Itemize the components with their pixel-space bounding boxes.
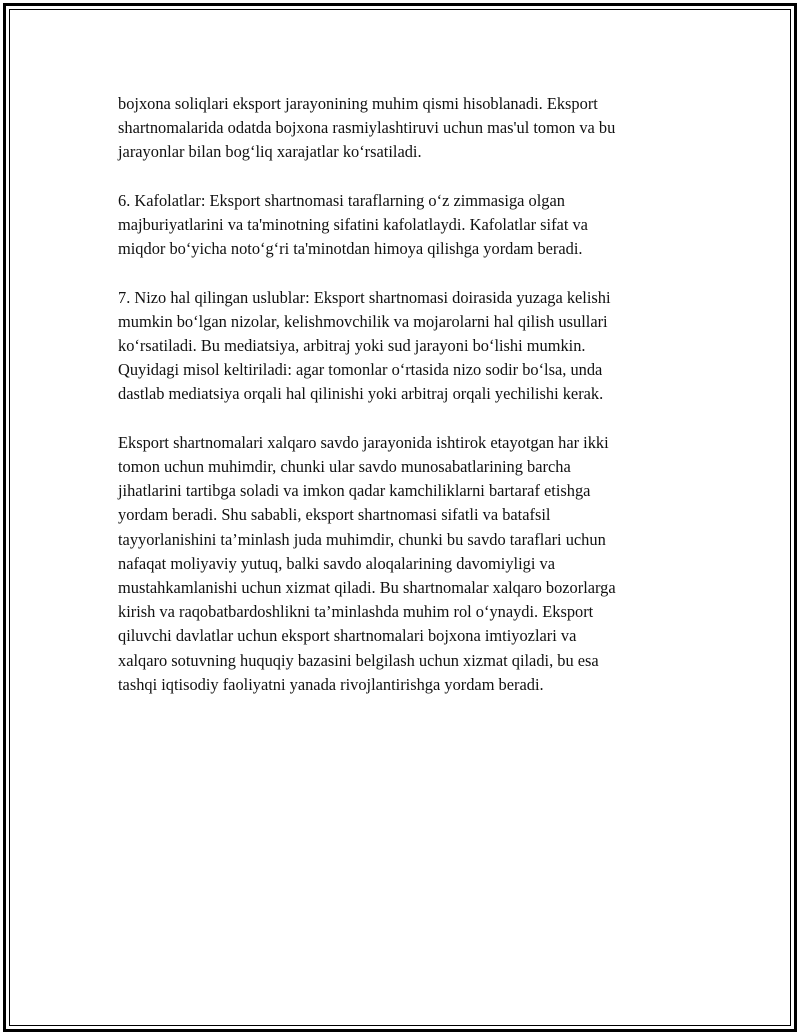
text-line: jarayonlar bilan bog‘liq xarajatlar ko‘rsatiladi.	[118, 142, 422, 162]
text-line: Quyidagi misol keltiriladi: agar tomonlar o‘rtasida nizo sodir bo‘lsa, unda	[118, 360, 603, 380]
text-line: nafaqat moliyaviy yutuq, balki savdo aloqalarining davomiyligi va	[118, 553, 555, 573]
text-line: majburiyatlarini va ta'minotning sifatini kafolatlaydi. Kafolatlar sifat va	[118, 215, 588, 234]
paragraph-guarantees	[118, 189, 688, 262]
document-body	[118, 92, 688, 721]
text-line: 7. Nizo hal qilingan uslublar: Eksport shartnomasi doirasida yuzaga kelishi	[118, 287, 611, 307]
text-line: bojxona soliqlari eksport jarayonining muhim qismi hisoblanadi. Eksport	[118, 94, 598, 113]
paragraph-dispute-resolution	[118, 286, 688, 407]
text-line: Eksport shartnomalari xalqaro savdo jarayonida ishtirok etayotgan har ikki	[118, 432, 609, 452]
text-line: xalqaro sotuvning huquqiy bazasini belgilash uchun xizmat qiladi, bu esa	[118, 650, 599, 670]
text-line: kirish va raqobatbardoshlikni ta’minlashda muhim rol o‘ynaydi. Eksport	[118, 602, 594, 622]
text-line: miqdor bo‘yicha noto‘g‘ri ta'minotdan himoya qilishga yordam beradi.	[118, 239, 583, 259]
text-line: mumkin bo‘lgan nizolar, kelishmovchilik va mojarolarni hal qilish usullari	[118, 311, 608, 331]
text-line: qiluvchi davlatlar uchun eksport shartnomalari bojxona imtiyozlari va	[118, 626, 577, 646]
text-line: tayyorlanishini ta’minlash juda muhimdir, chunki bu savdo taraflari uchun	[118, 529, 606, 549]
text-line: mustahkamlanishi uchun xizmat qiladi. Bu shartnomalar xalqaro bozorlarga	[118, 578, 616, 598]
text-line: 6. Kafolatlar: Eksport shartnomasi taraflarning o‘z zimmasiga olgan	[118, 190, 565, 210]
text-line: dastlab mediatsiya orqali hal qilinishi yoki arbitraj orqali yechilishi kerak.	[118, 384, 604, 404]
text-line: yordam beradi. Shu sababli, eksport shartnomasi sifatli va batafsil	[118, 505, 551, 525]
text-line: jihatlarini tartibga soladi va imkon qadar kamchiliklarni bartaraf etishga	[118, 481, 591, 501]
text-line: ko‘rsatiladi. Bu mediatsiya, arbitraj yoki sud jarayoni bo‘lishi mumkin.	[118, 336, 586, 355]
text-line: tashqi iqtisodiy faoliyatni yanada rivojlantirishga yordam beradi.	[118, 674, 544, 694]
text-line: shartnomalarida odatda bojxona rasmiylashtiruvi uchun mas'ul tomon va bu	[118, 118, 616, 138]
paragraph-customs-taxes	[118, 92, 688, 165]
text-line: tomon uchun muhimdir, chunki ular savdo munosabatlarining barcha	[118, 457, 571, 476]
paragraph-conclusion	[118, 431, 688, 697]
